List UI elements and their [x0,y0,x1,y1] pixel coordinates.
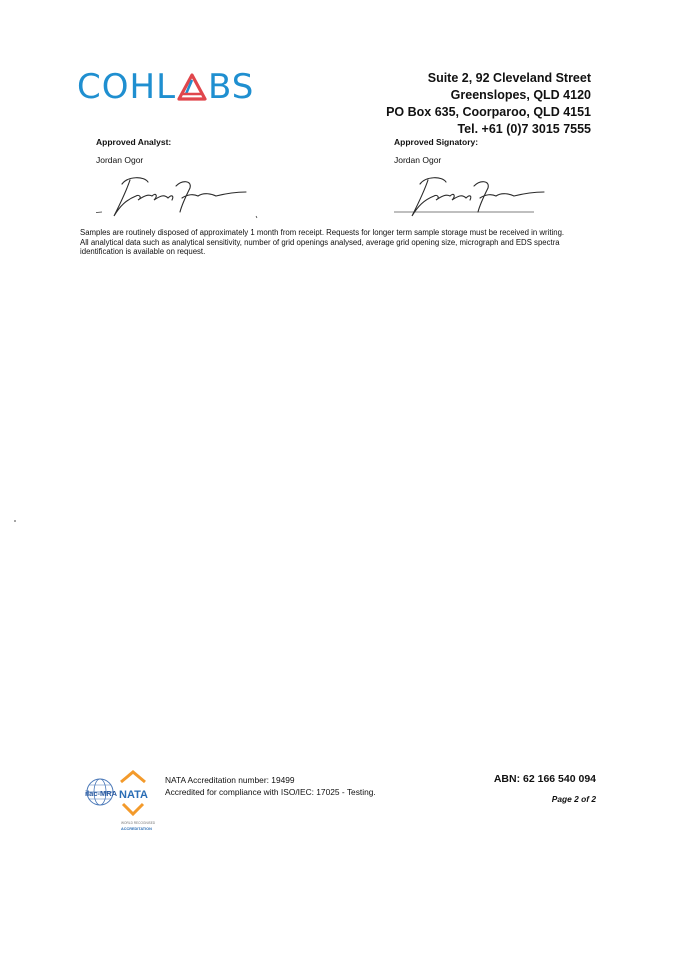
approved-signatory-name: Jordan Ogor [394,155,442,165]
approved-signatory-block [394,137,564,226]
cohlabs-logo [77,66,254,108]
approved-analyst-name: Jordan Ogor [96,155,144,165]
logo-triangle-icon [177,72,207,102]
ilac-mra-label: ilac-MRA [85,789,118,798]
abn-number: ABN: 62 166 540 094 [493,773,596,785]
address-line-po-box: PO Box 635, Coorparoo, QLD 4151 [386,105,591,119]
accreditation-logos [85,770,167,834]
world-recognised-label: WORLD RECOGNISED [121,821,156,825]
address-line-street: Suite 2, 92 Cleveland Street [427,71,591,85]
note-sample-disposal: Samples are routinely disposed of approximately 1 month from receipt. Requests for longer term sample storage must be received in writing. [80,228,565,237]
address-line-phone: Tel. +61 (0)7 3015 7555 [457,122,591,136]
report-notes [80,228,585,257]
nata-top-chevron-icon [121,772,145,782]
analyst-signature-icon [96,166,266,226]
nata-bottom-chevron-icon [123,804,143,814]
approved-analyst-title: Approved Analyst: [96,137,172,147]
address-line-suburb: Greenslopes, QLD 4120 [450,88,591,102]
logo-text-right: BS [208,67,255,107]
nata-wordmark: NATA [119,789,148,801]
nata-number: NATA Accreditation number: 19499 [165,775,295,785]
page-number: Page 2 of 2 [551,794,596,804]
logo-text-left: COHL [77,67,177,107]
accreditation-label: ACCREDITATION [121,827,152,831]
scan-speck [14,520,16,522]
company-address [386,70,591,138]
approved-analyst-block [96,137,266,226]
iso-compliance: Accredited for compliance with ISO/IEC: 17025 - Testing. [165,786,376,797]
signatory-signature-icon [394,166,564,226]
accreditation-statement [165,775,376,798]
approved-signatory-title: Approved Signatory: [394,137,479,147]
note-analytical-data: All analytical data such as analytical sensitivity, number of grid openings analysed, average grid opening size, micrograph and EDS spectra identification is available on request. [80,237,560,256]
